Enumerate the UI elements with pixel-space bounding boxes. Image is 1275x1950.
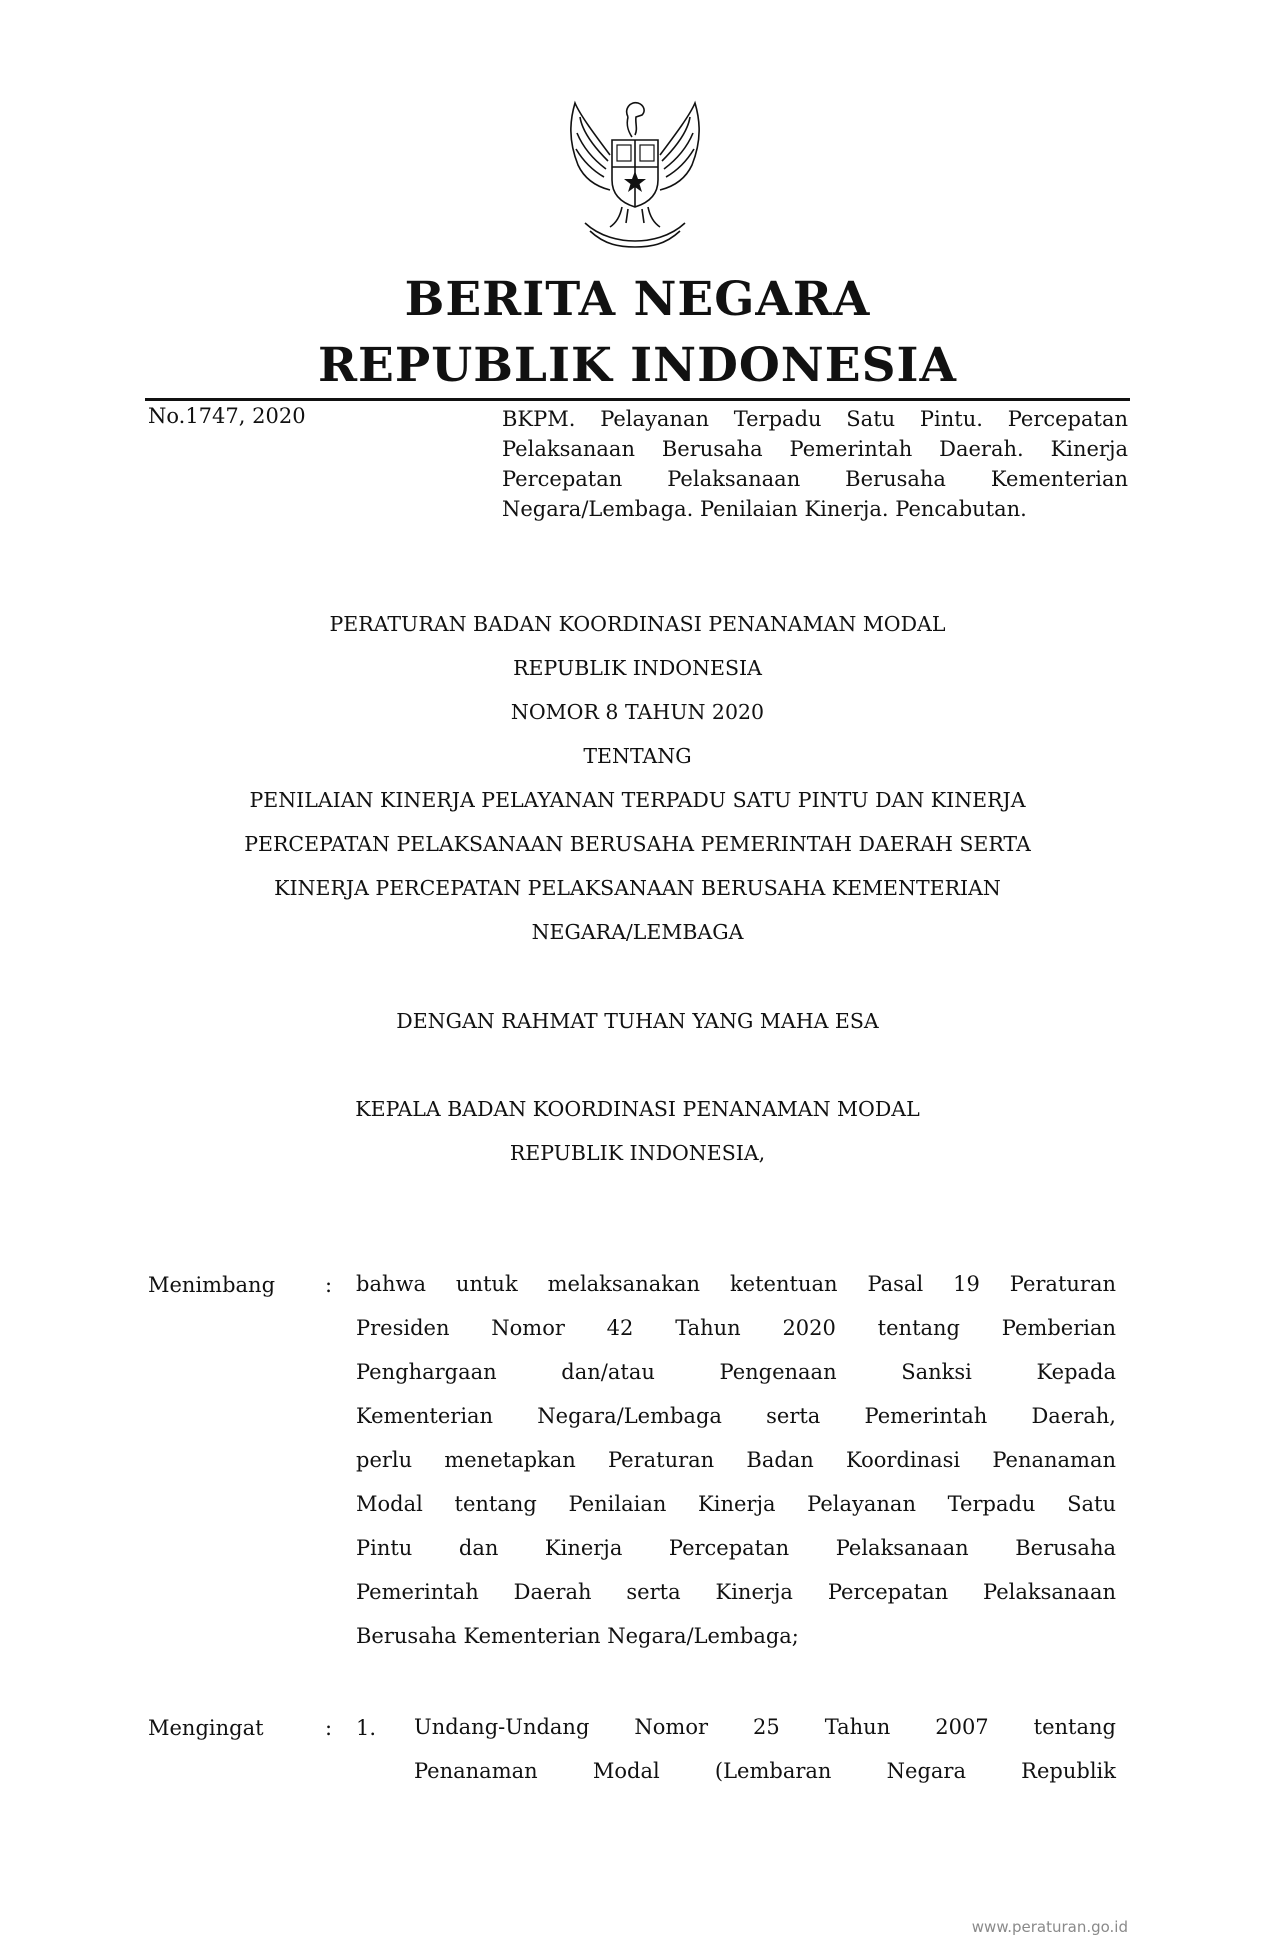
title-republik-indonesia: REPUBLIK INDONESIA: [317, 338, 957, 393]
mengingat-item-number: 1.: [356, 1716, 377, 1740]
regulation-subject-line: KINERJA PERCEPATAN PELAKSANAAN BERUSAHA KEMENTERIAN: [274, 876, 1001, 900]
mengingat-label: Mengingat: [148, 1716, 264, 1740]
official-line1: KEPALA BADAN KOORDINASI PENANAMAN MODAL: [355, 1097, 920, 1121]
regulation-subject-line: NEGARA/LEMBAGA: [531, 920, 744, 944]
menimbang-line: Presiden Nomor 42 Tahun 2020 tentang Pemberian: [356, 1316, 1116, 1340]
title-berita-negara: BERITA NEGARA: [404, 272, 871, 327]
regulation-number: NOMOR 8 TAHUN 2020: [510, 700, 765, 724]
regulation-title-line1: PERATURAN BADAN KOORDINASI PENANAMAN MODAL: [329, 612, 946, 636]
menimbang-line: Penghargaan dan/atau Pengenaan Sanksi Kepada: [356, 1360, 1116, 1384]
menimbang-colon: :: [325, 1273, 333, 1297]
menimbang-line: Pintu dan Kinerja Percepatan Pelaksanaan Berusaha: [356, 1536, 1116, 1560]
blessing-line: DENGAN RAHMAT TUHAN YANG MAHA ESA: [396, 1009, 879, 1033]
menimbang-line: perlu menetapkan Peraturan Badan Koordinasi Penanaman: [356, 1448, 1116, 1472]
document-number: No.1747, 2020: [148, 404, 306, 428]
menimbang-label: Menimbang: [148, 1273, 276, 1297]
regulation-subject-line: PENILAIAN KINERJA PELAYANAN TERPADU SATU PINTU DAN KINERJA: [249, 788, 1026, 812]
menimbang-paragraph: [356, 1262, 1116, 1658]
menimbang-line: Berusaha Kementerian Negara/Lembaga;: [356, 1624, 799, 1648]
regulation-tentang: TENTANG: [583, 744, 692, 768]
header-divider: [145, 398, 1130, 401]
menimbang-line: Kementerian Negara/Lembaga serta Pemerintah Daerah,: [356, 1404, 1116, 1428]
regulation-title-line2: REPUBLIK INDONESIA: [513, 656, 762, 680]
menimbang-line: bahwa untuk melaksanakan ketentuan Pasal 19 Peraturan: [356, 1272, 1116, 1296]
regulation-subject-line: PERCEPATAN PELAKSANAAN BERUSAHA PEMERINTAH DAERAH SERTA: [244, 832, 1031, 856]
mengingat-item-line: Penanaman Modal (Lembaran Negara Republik: [414, 1759, 1116, 1783]
menimbang-line: Pemerintah Daerah serta Kinerja Percepatan Pelaksanaan: [356, 1580, 1116, 1604]
footer-url: www.peraturan.go.id: [971, 1918, 1128, 1936]
official-line2: REPUBLIK INDONESIA,: [509, 1141, 766, 1165]
mengingat-colon: :: [325, 1716, 333, 1740]
mengingat-item: [414, 1705, 1116, 1793]
mengingat-item-line: Undang-Undang Nomor 25 Tahun 2007 tentang: [414, 1715, 1116, 1739]
garuda-emblem: [540, 95, 730, 250]
menimbang-line: Modal tentang Penilaian Kinerja Pelayanan Terpadu Satu: [356, 1492, 1116, 1516]
document-summary: BKPM. Pelayanan Terpadu Satu Pintu. Percepatan Pelaksanaan Berusaha Pemerintah Daerah. Kinerja Percepatan Pelaksanaan Berusaha Kementerian Negara/Lembaga. Penilaian Kinerja. Pencabutan.: [502, 407, 1128, 521]
